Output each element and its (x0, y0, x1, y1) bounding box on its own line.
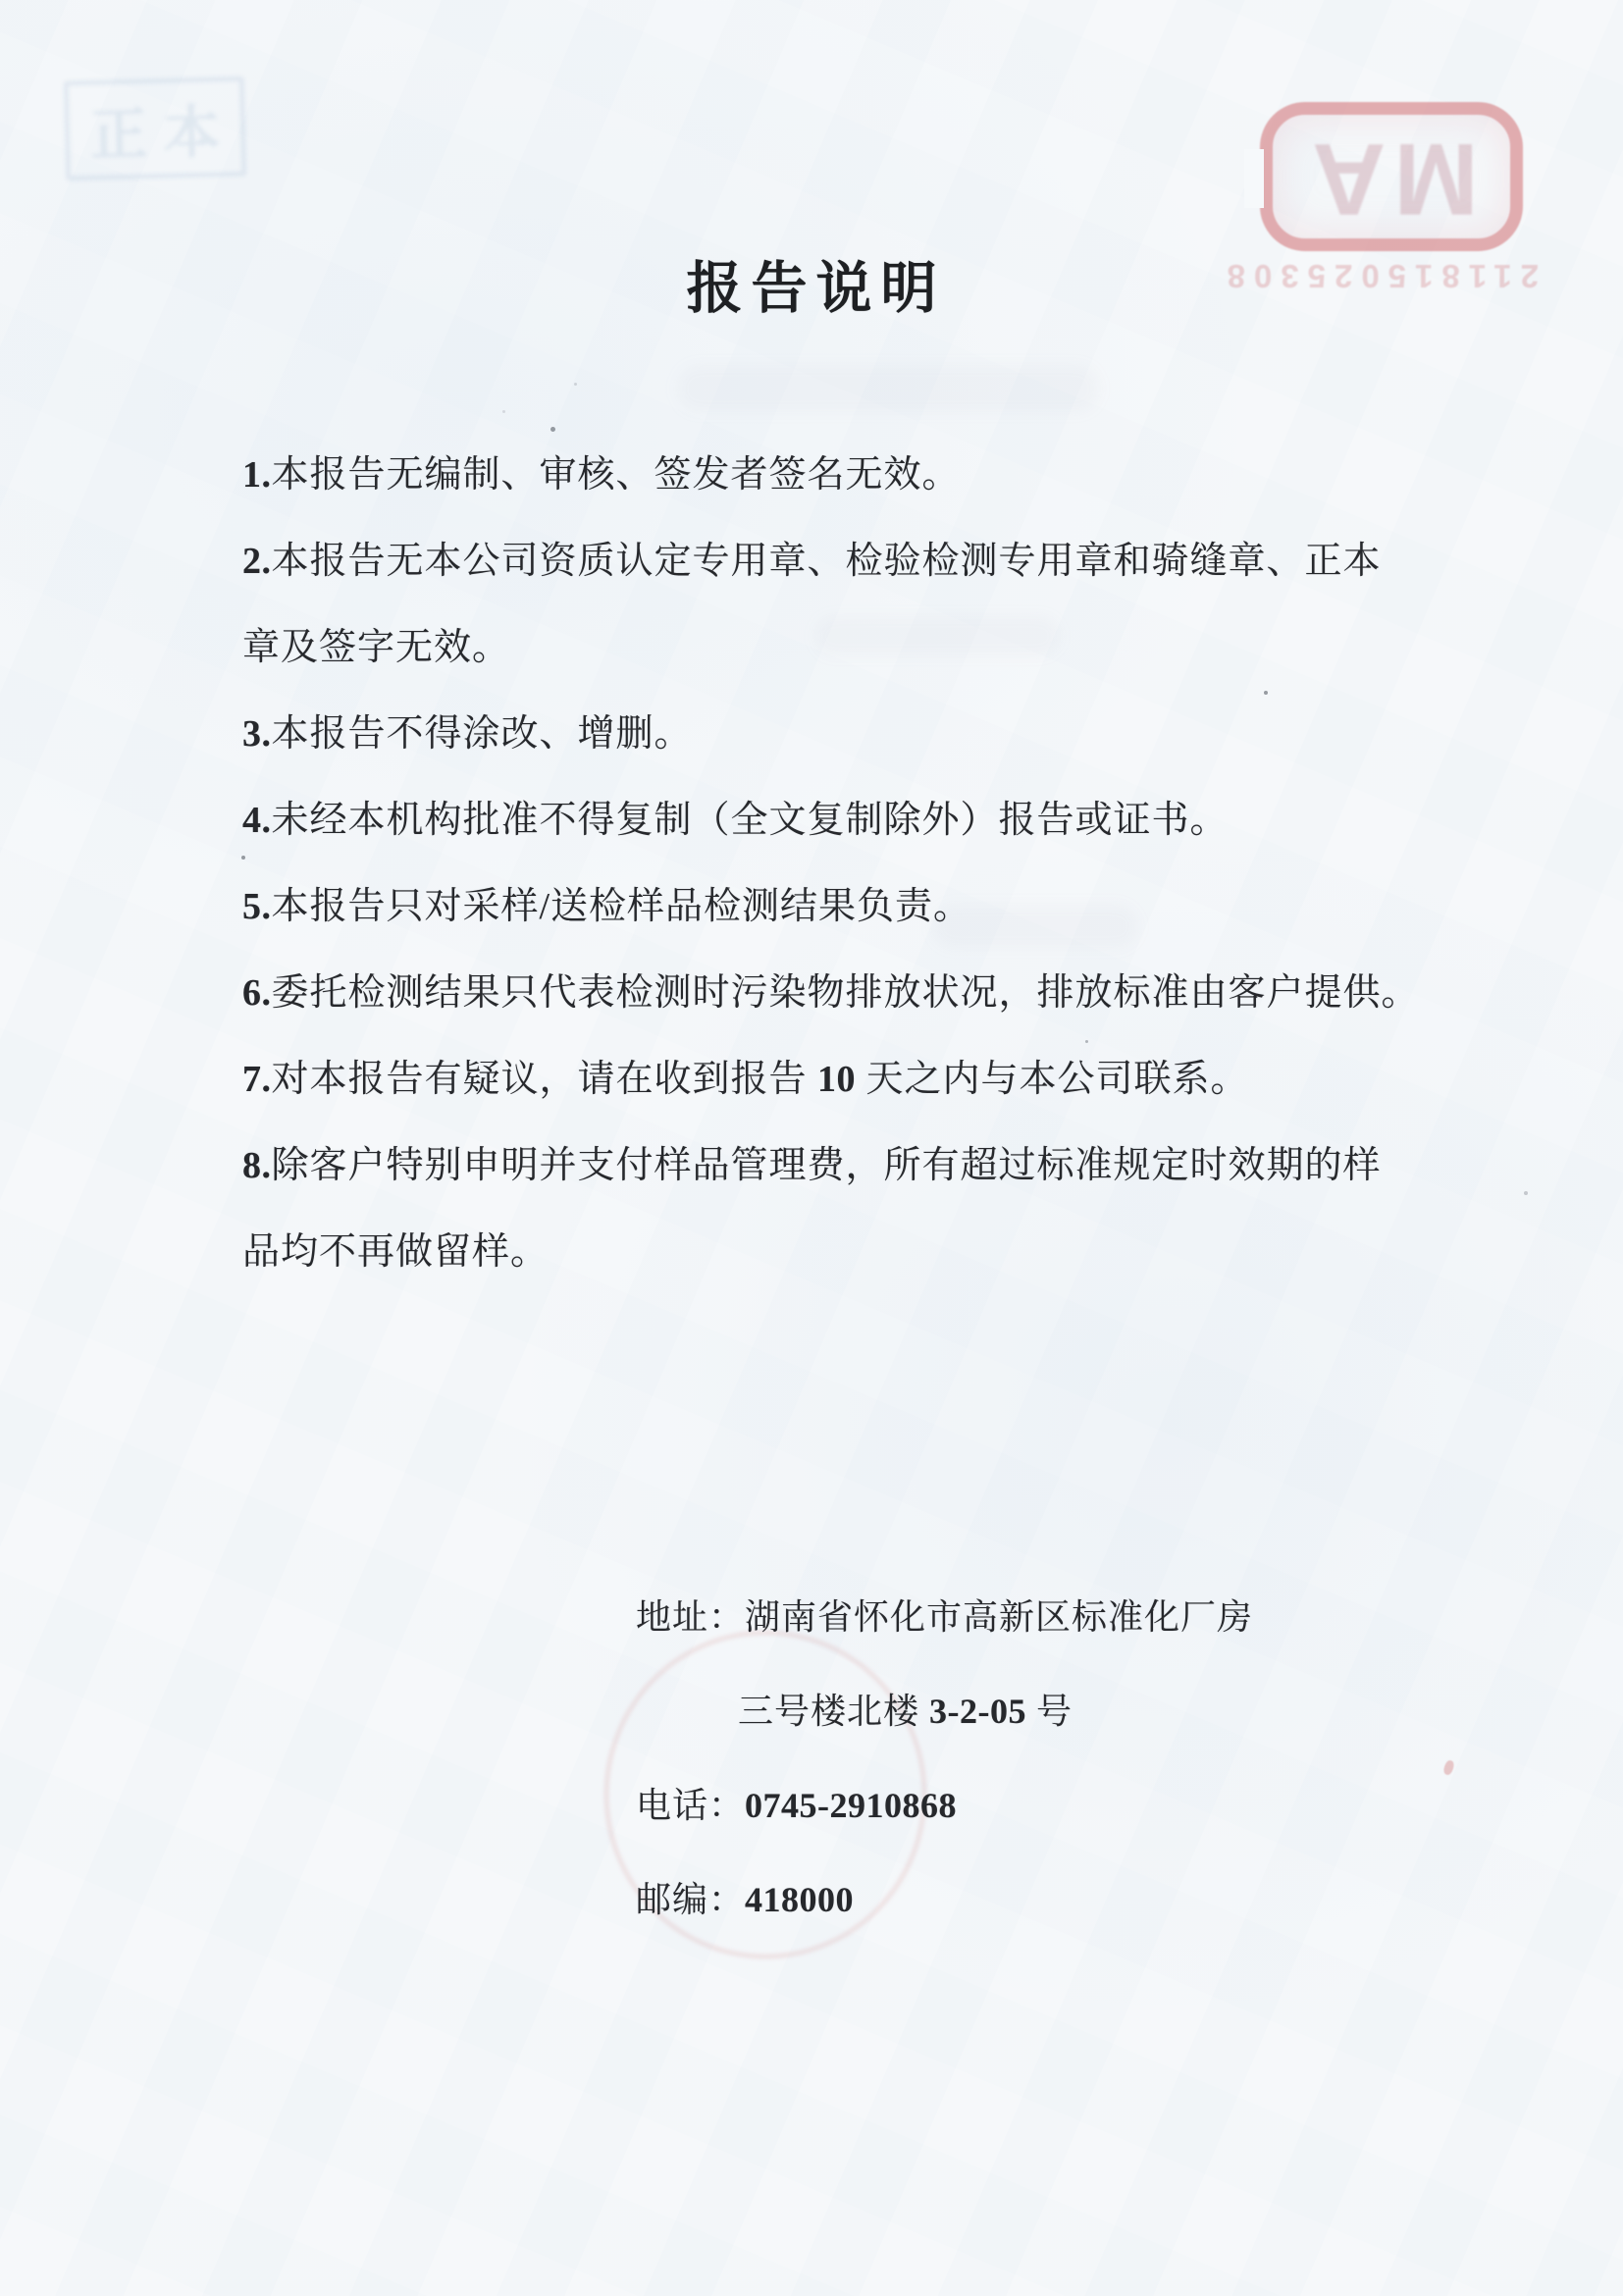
faint-original-copy-stamp (64, 77, 247, 182)
bold-number-segment: 8. (242, 1145, 272, 1186)
bold-number-segment: 10 (817, 1059, 857, 1100)
note-line (242, 432, 1479, 518)
ink-speck (1264, 691, 1268, 695)
text-segment: 天之内与本公司联系。 (856, 1059, 1249, 1100)
text-segment: 电话： (636, 1786, 746, 1825)
bold-number-segment: 2. (242, 541, 272, 582)
bold-number-segment: 3. (242, 713, 272, 755)
note-item-1 (242, 432, 1479, 518)
note-line (242, 863, 1479, 950)
text-segment: 本报告只对采样/送检样品检测结果负责。 (271, 886, 972, 927)
text-segment: 对本报告有疑议，请在收到报告 (271, 1059, 818, 1100)
bold-number-segment: 5. (242, 886, 272, 927)
text-segment: 本报告无编制、审核、签发者签名无效。 (271, 454, 961, 496)
scan-ghost-smudge (677, 365, 1099, 412)
note-item-6 (242, 950, 1479, 1036)
text-segment: 湖南省怀化市高新区标准化厂房 (745, 1597, 1254, 1637)
note-line (242, 691, 1479, 777)
text-segment: 品均不再做留样。 (242, 1231, 550, 1273)
text-segment: 未经本机构批准不得复制（全文复制除外）报告或证书。 (271, 800, 1229, 841)
text-segment: 章及签字无效。 (242, 627, 511, 668)
contact-block (636, 1570, 1253, 1947)
ink-speck (241, 856, 245, 860)
ink-speck (550, 427, 555, 432)
contact-line-4 (636, 1852, 1253, 1947)
note-item-4 (242, 777, 1479, 863)
note-line (242, 518, 1479, 604)
bold-number-segment: 3-2-05 (929, 1692, 1026, 1731)
note-line (242, 777, 1479, 863)
text-segment: 除客户特别申明并支付样品管理费，所有超过标准规定时效期的样 (271, 1145, 1382, 1186)
cma-certificate-number: 211815025308 (1218, 258, 1539, 294)
ink-speck (1524, 1191, 1528, 1195)
note-line (242, 604, 1479, 691)
page-title: 报告说明 (686, 258, 946, 320)
faint-stamp-label: 正本 (89, 99, 236, 168)
contact-line-2 (738, 1664, 1253, 1758)
bold-number-segment: 4. (242, 800, 272, 841)
cma-stamp-logo (1260, 102, 1523, 251)
contact-line-3 (636, 1758, 1253, 1852)
text-segment: 邮编： (636, 1880, 746, 1919)
cma-letters: MA (1304, 122, 1479, 236)
bold-number-segment: 7. (242, 1059, 272, 1100)
bold-number-segment: 6. (242, 972, 272, 1014)
note-line (242, 1122, 1479, 1209)
text-segment: 地址： (636, 1597, 746, 1637)
note-item-5 (242, 863, 1479, 950)
text-segment: 本报告不得涂改、增删。 (271, 713, 693, 755)
note-item-7 (242, 1036, 1479, 1122)
notes-list (242, 432, 1479, 1295)
ink-speck (502, 410, 505, 413)
bold-number-segment: 1. (242, 454, 272, 496)
ink-speck (574, 383, 577, 386)
text-segment: 本报告无本公司资质认定专用章、检验检测专用章和骑缝章、正本 (271, 541, 1382, 582)
note-line (242, 950, 1479, 1036)
note-item-2 (242, 518, 1479, 691)
note-line (242, 1209, 1479, 1295)
ink-speck (1085, 1040, 1088, 1043)
note-item-8 (242, 1122, 1479, 1295)
text-segment: 三号楼北楼 (738, 1692, 930, 1731)
text-segment: 号 (1026, 1692, 1073, 1731)
bold-number-segment: 418000 (745, 1880, 855, 1919)
text-segment: 委托检测结果只代表检测时污染物排放状况，排放标准由客户提供。 (271, 972, 1420, 1014)
note-item-3 (242, 691, 1479, 777)
note-line (242, 1036, 1479, 1122)
contact-line-1 (636, 1570, 1253, 1664)
bold-number-segment: 0745-2910868 (745, 1786, 958, 1825)
